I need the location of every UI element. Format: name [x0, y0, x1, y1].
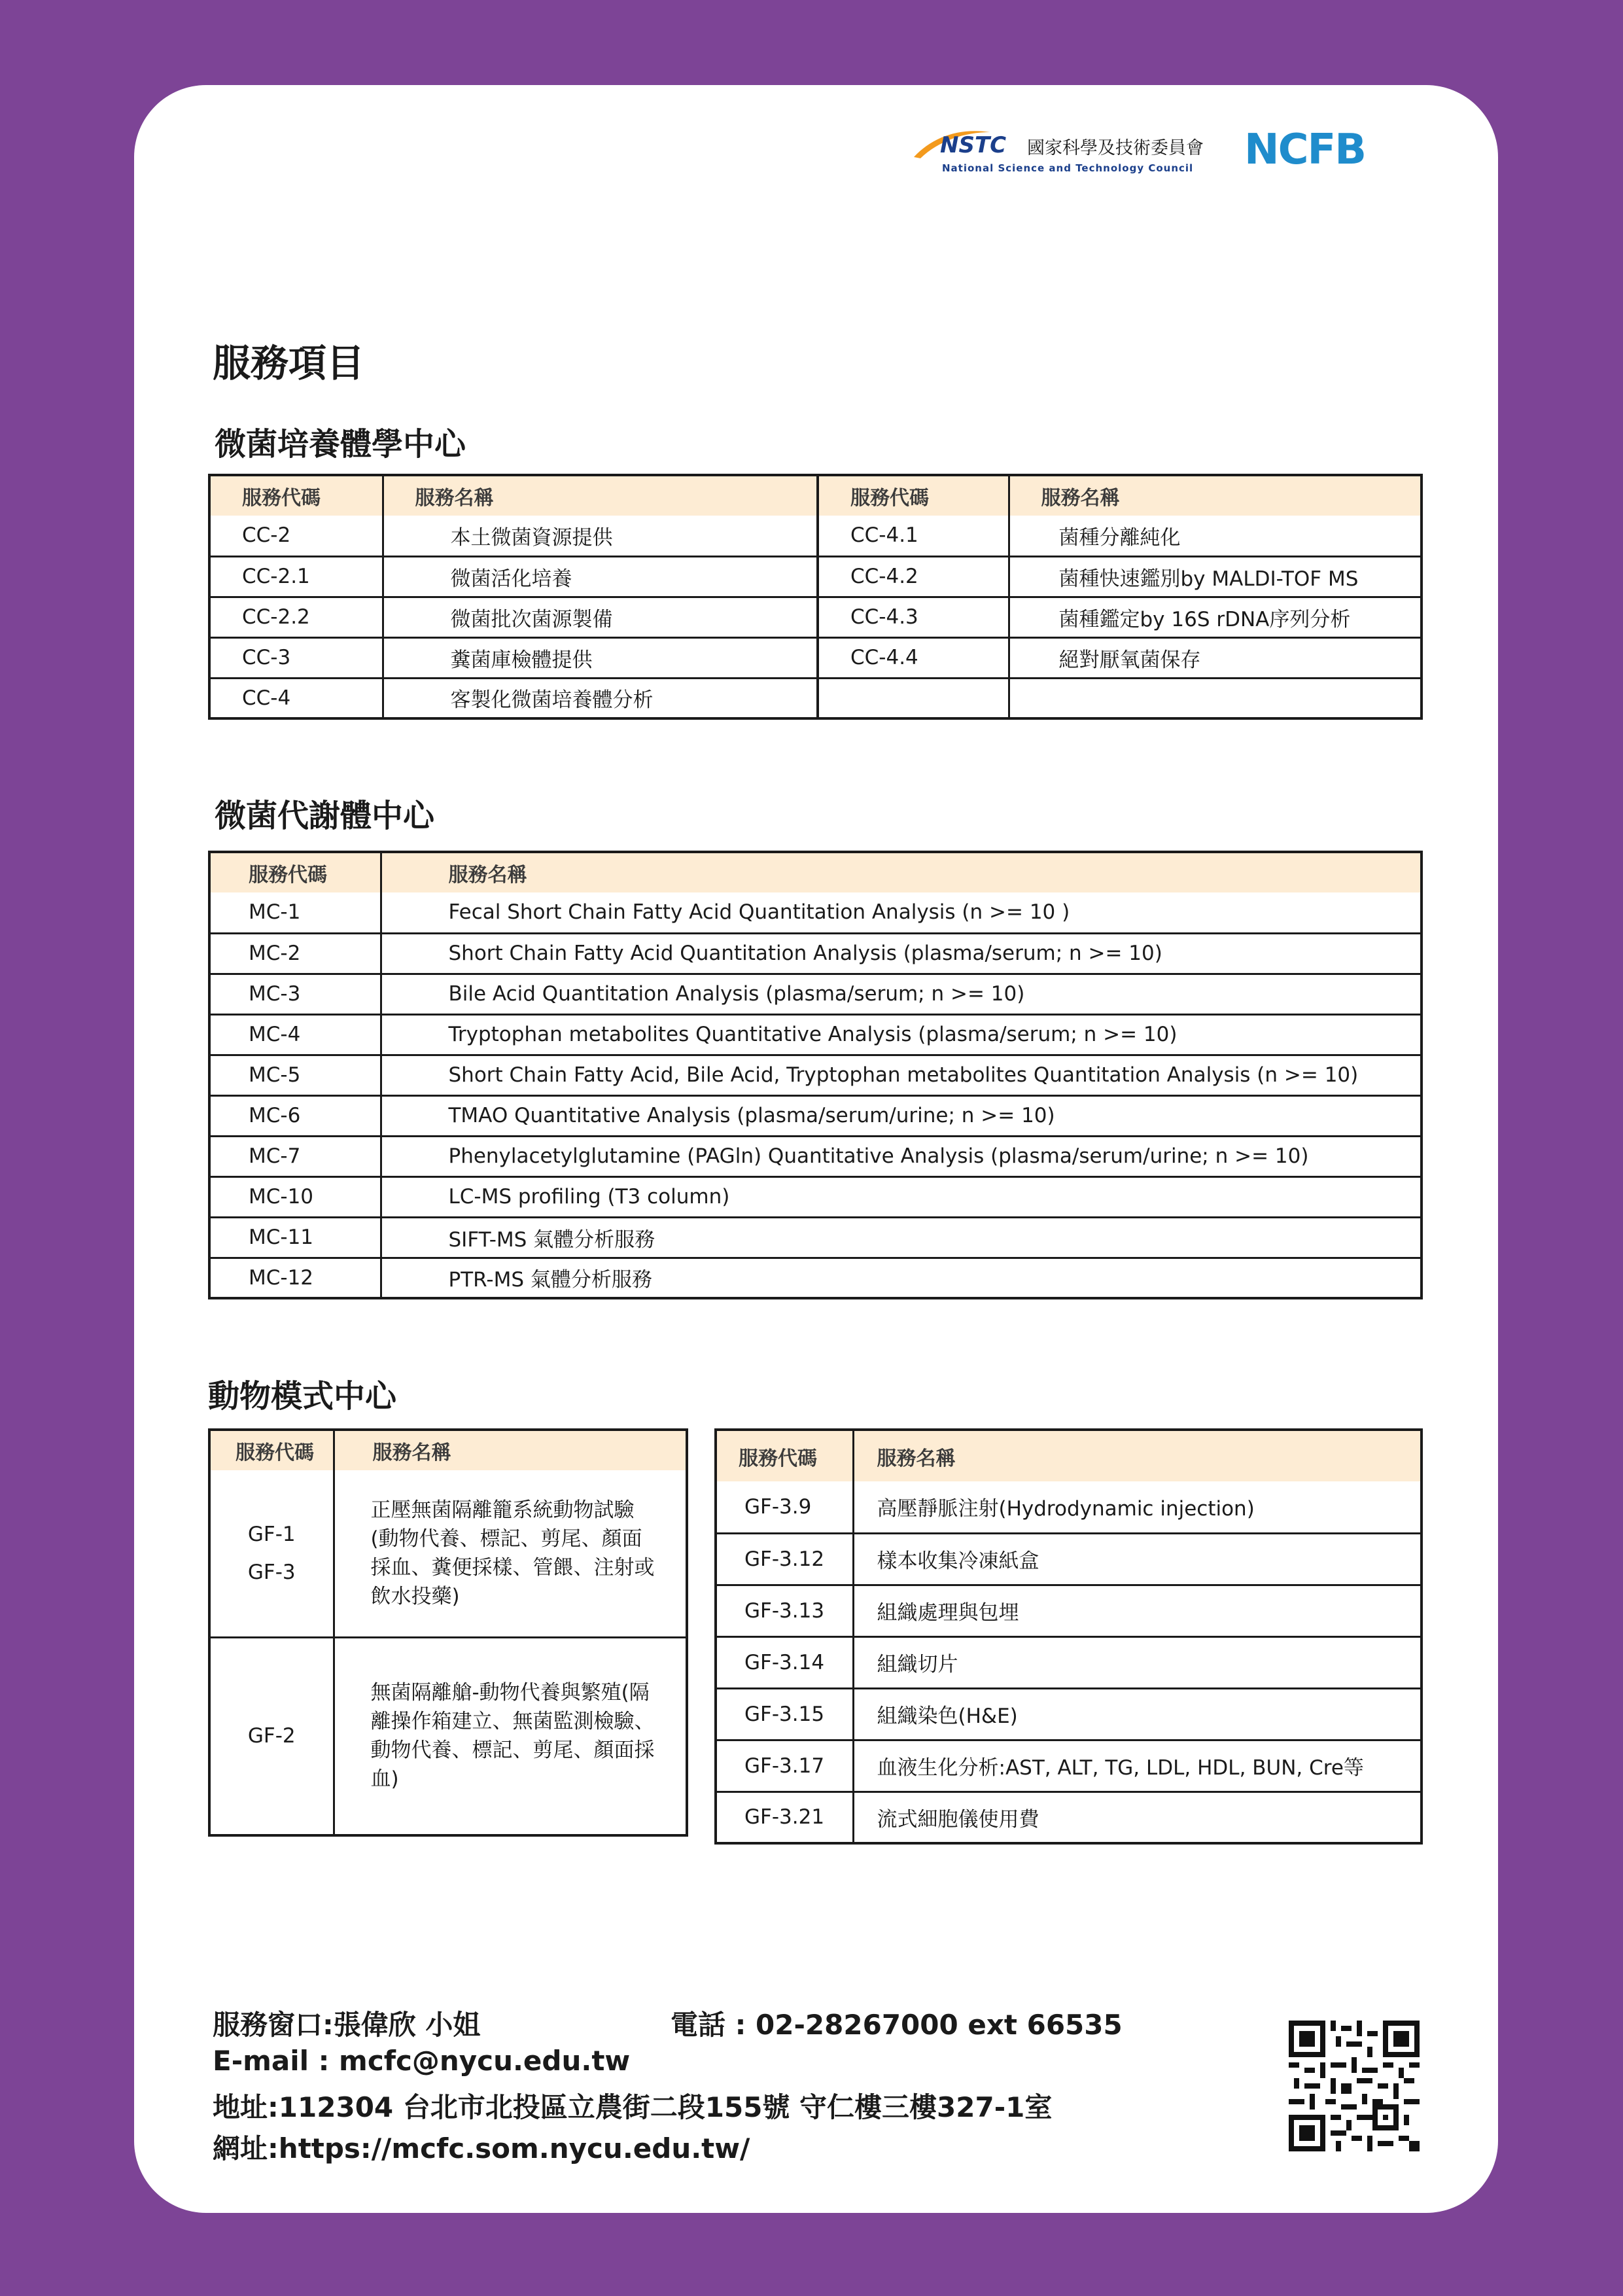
table-row	[209, 1258, 1422, 1298]
service-name: 菌種分離純化	[1009, 516, 1422, 556]
service-code: CC-3	[209, 637, 383, 678]
metabolome-table	[208, 851, 1423, 1299]
col-header-name: 服務名稱	[381, 852, 1422, 892]
service-name: 血液生化分析:AST, ALT, TG, LDL, HDL, BUN, Cre等	[853, 1740, 1422, 1792]
col-header-code: 服務代碼	[818, 475, 1009, 516]
col-header-code: 服務代碼	[716, 1430, 853, 1481]
table-row	[209, 892, 1422, 933]
table-row	[209, 1014, 1422, 1055]
service-code: CC-4.1	[818, 516, 1009, 556]
service-name: Fecal Short Chain Fatty Acid Quantitation Analysis (n >= 10 )	[381, 892, 1422, 933]
table-row	[209, 516, 1422, 556]
service-code: CC-4.2	[818, 556, 1009, 597]
service-code: CC-2.1	[209, 556, 383, 597]
service-code: MC-4	[209, 1014, 381, 1055]
service-code: GF-3.17	[716, 1740, 853, 1792]
contact-email[interactable]: E-mail : mcfc@nycu.edu.tw	[213, 2045, 631, 2077]
service-code: MC-2	[209, 933, 381, 974]
contact-phone: 電話 : 02-28267000 ext 66535	[671, 2009, 1123, 2041]
service-code: MC-12	[249, 1265, 314, 1290]
col-header-code: 服務代碼	[209, 852, 381, 892]
empty-cell	[1009, 678, 1422, 718]
culture-table	[208, 474, 1423, 720]
service-code: GF-2	[247, 1724, 296, 1748]
service-name: 本土微菌資源提供	[383, 516, 818, 556]
service-name: 組織染色(H&E)	[853, 1688, 1422, 1740]
table-row	[209, 974, 1422, 1014]
service-code: CC-4	[242, 686, 291, 710]
table-row	[209, 597, 1422, 637]
service-name: 組織切片	[853, 1636, 1422, 1688]
service-code: MC-1	[209, 892, 381, 933]
service-name: Tryptophan metabolites Quantitative Analysis (plasma/serum; n >= 10)	[381, 1014, 1422, 1055]
service-name: 微菌批次菌源製備	[383, 597, 818, 637]
service-name: 微菌活化培養	[383, 556, 818, 597]
service-code: GF-1	[247, 1522, 296, 1546]
service-name: 無菌隔離艙-動物代養與繁殖(隔離操作箱建立、無菌監測檢驗、動物代養、標記、剪尾、顏面採血)	[334, 1637, 687, 1835]
table-row	[209, 1055, 1422, 1095]
table-row	[209, 637, 1422, 678]
section-title-culture: 微菌培養體學中心	[215, 426, 466, 463]
table-row	[209, 1176, 1422, 1217]
logo-area	[913, 124, 1420, 183]
website-link[interactable]: 網址:https://mcfc.som.nycu.edu.tw/	[213, 2132, 750, 2164]
page-title: 服務項目	[213, 341, 365, 385]
table-row	[716, 1740, 1422, 1792]
contact-address: 地址:112304 台北市北投區立農街二段155號 守仁樓三樓327-1室	[213, 2091, 1053, 2123]
service-code: MC-10	[209, 1176, 381, 1217]
table-row	[209, 1095, 1422, 1136]
service-code: CC-2	[209, 516, 383, 556]
service-code: GF-3	[247, 1560, 296, 1584]
service-name: PTR-MS 氣體分析服務	[381, 1258, 1422, 1298]
nstc-name-zh: 國家科學及技術委員會	[1027, 138, 1204, 158]
table-row	[209, 1217, 1422, 1258]
service-name: 菌種快速鑑別by MALDI-TOF MS	[1009, 556, 1422, 597]
table-row	[209, 678, 1422, 718]
service-name: Short Chain Fatty Acid Quantitation Analysis (plasma/serum; n >= 10)	[381, 933, 1422, 974]
table-row	[716, 1688, 1422, 1740]
table-row	[716, 1585, 1422, 1636]
service-code: GF-3.12	[716, 1533, 853, 1585]
col-header-name: 服務名稱	[853, 1430, 1422, 1481]
section-title-animal: 動物模式中心	[208, 1378, 397, 1415]
service-name: Short Chain Fatty Acid, Bile Acid, Tryptophan metabolites Quantitation Analysis (n >= 10)	[381, 1055, 1422, 1095]
table-row	[716, 1481, 1422, 1533]
service-name: 絕對厭氧菌保存	[1009, 637, 1422, 678]
nstc-abbr: NSTC	[940, 132, 1007, 158]
col-header-name: 服務名稱	[383, 475, 818, 516]
service-name: Phenylacetylglutamine (PAGln) Quantitative Analysis (plasma/serum/urine; n >= 10)	[381, 1136, 1422, 1176]
contact-person: 服務窗口:張偉欣 小姐	[213, 2009, 481, 2041]
qr-code-icon	[1289, 2021, 1420, 2151]
service-code: MC-6	[209, 1095, 381, 1136]
table-row	[716, 1533, 1422, 1585]
service-code: CC-2.2	[209, 597, 383, 637]
animal-table-right	[714, 1428, 1423, 1845]
service-name: 流式細胞儀使用費	[853, 1792, 1422, 1843]
table-row	[209, 1470, 687, 1637]
service-name: 樣本收集冷凍紙盒	[853, 1533, 1422, 1585]
service-name: Bile Acid Quantitation Analysis (plasma/serum; n >= 10)	[381, 974, 1422, 1014]
service-name: 組織處理與包埋	[853, 1585, 1422, 1636]
service-code: CC-4.4	[818, 637, 1009, 678]
service-code-group	[209, 1470, 334, 1637]
table-row	[209, 1136, 1422, 1176]
table-row	[209, 933, 1422, 974]
table-row	[209, 1637, 687, 1835]
service-code: GF-3.15	[716, 1688, 853, 1740]
nstc-name-en: National Science and Technology Council	[942, 162, 1194, 174]
col-header-code: 服務代碼	[209, 475, 383, 516]
service-name: TMAO Quantitative Analysis (plasma/serum/urine; n >= 10)	[381, 1095, 1422, 1136]
table-row	[716, 1636, 1422, 1688]
col-header-name: 服務名稱	[1009, 475, 1422, 516]
service-name: 客製化微菌培養體分析	[383, 678, 818, 718]
service-code: MC-3	[209, 974, 381, 1014]
service-code: MC-7	[209, 1136, 381, 1176]
service-code: MC-5	[209, 1055, 381, 1095]
service-name: 菌種鑑定by 16S rDNA序列分析	[1009, 597, 1422, 637]
col-header-code: 服務代碼	[209, 1430, 334, 1470]
service-name: SIFT-MS 氣體分析服務	[381, 1217, 1422, 1258]
section-title-metabolome: 微菌代謝體中心	[215, 798, 435, 834]
service-name: 正壓無菌隔離籠系統動物試驗(動物代養、標記、剪尾、顏面採血、糞便採樣、管餵、注射或飲水投藥)	[334, 1470, 687, 1637]
service-name: LC-MS profiling (T3 column)	[381, 1176, 1422, 1217]
table-row	[209, 556, 1422, 597]
service-code: GF-3.13	[716, 1585, 853, 1636]
service-code: GF-3.14	[716, 1636, 853, 1688]
service-name: 糞菌庫檢體提供	[383, 637, 818, 678]
service-code: GF-3.21	[744, 1805, 825, 1829]
service-code: GF-3.9	[716, 1481, 853, 1533]
service-code: MC-11	[209, 1217, 381, 1258]
service-code: CC-4.3	[818, 597, 1009, 637]
col-header-name: 服務名稱	[334, 1430, 687, 1470]
animal-table-left	[208, 1428, 688, 1837]
service-name: 高壓靜脈注射(Hydrodynamic injection)	[853, 1481, 1422, 1533]
empty-cell	[818, 678, 1009, 718]
ncfb-logo: NCFB	[1244, 126, 1366, 174]
table-row	[716, 1792, 1422, 1843]
